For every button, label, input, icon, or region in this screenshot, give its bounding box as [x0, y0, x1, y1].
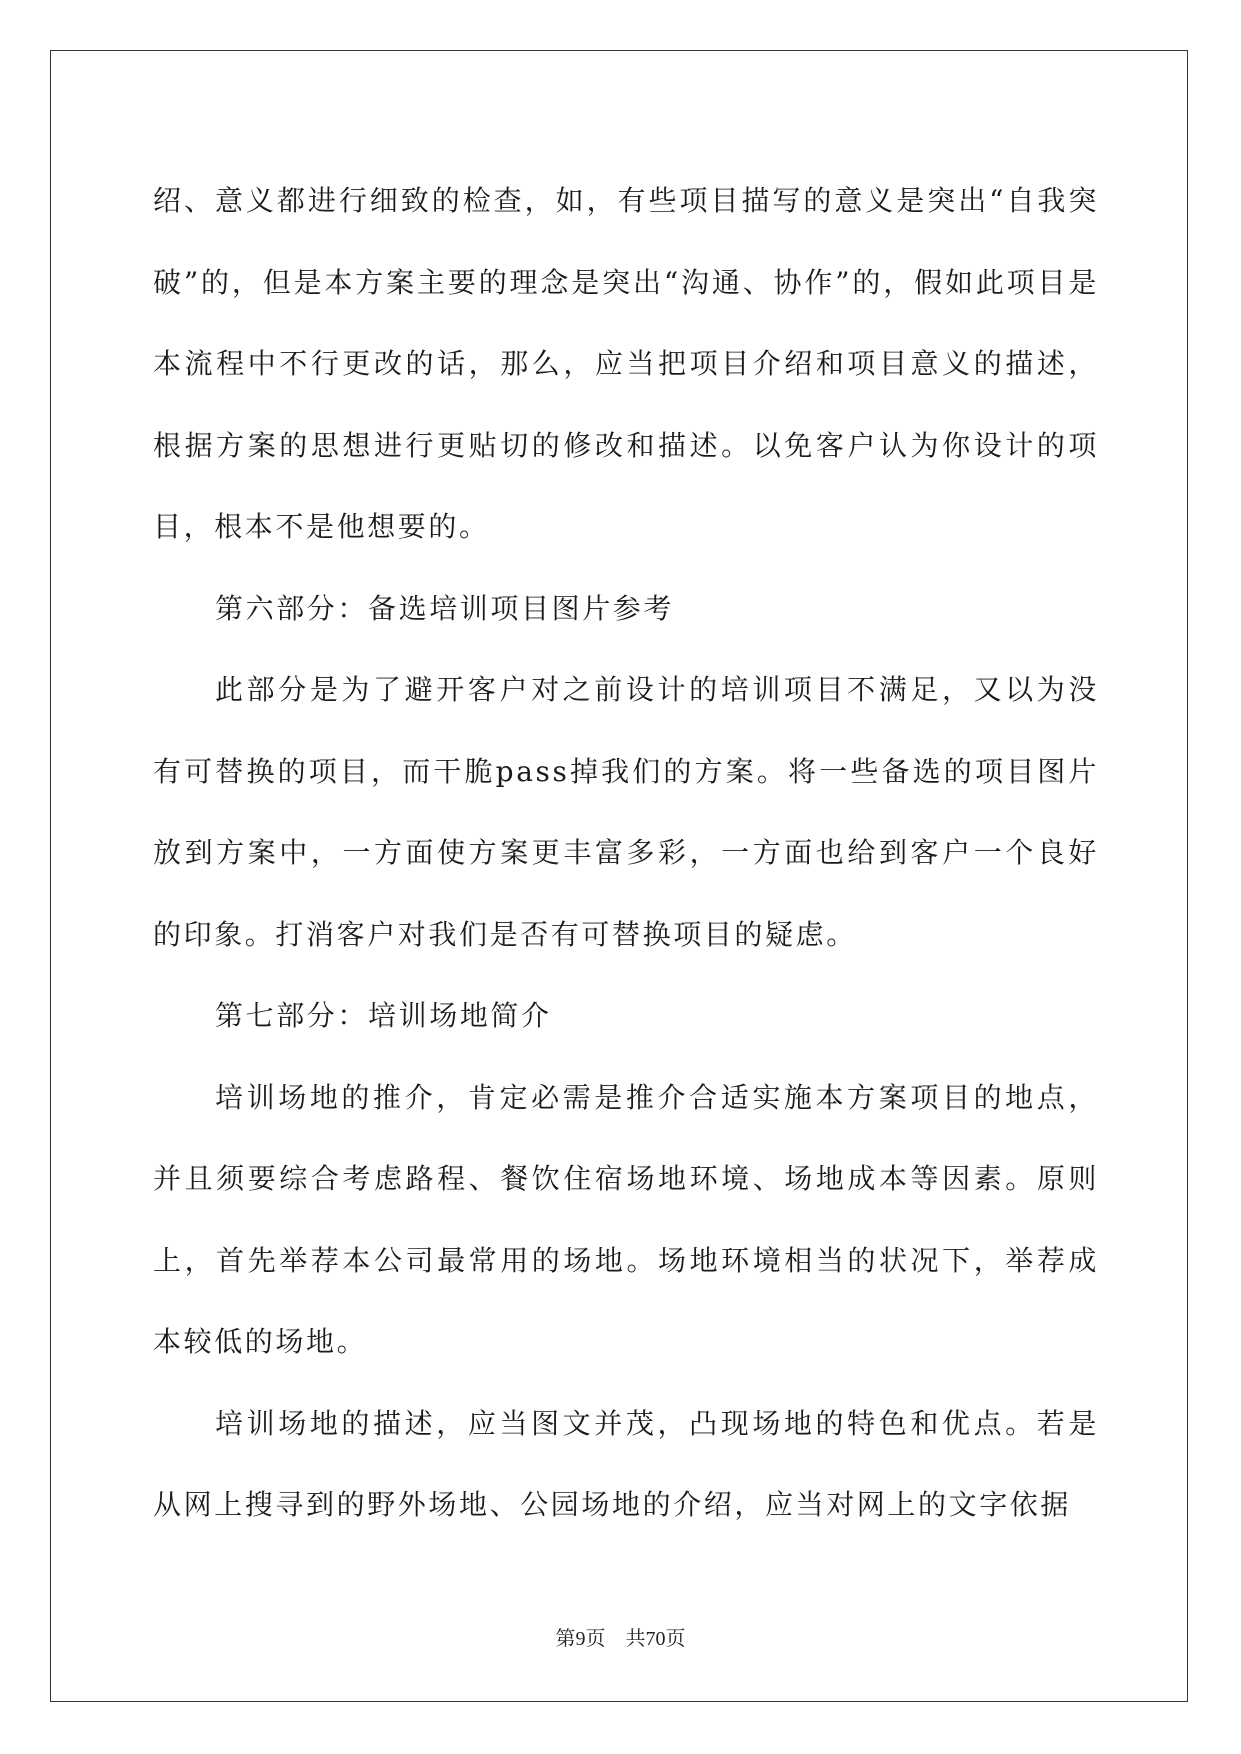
body-paragraph: 培训场地的推介，肯定必需是推介合适实施本方案项目的地点，并且须要综合考虑路程、餐饮住宿场地环境、场地成本等因素。原则上，首先举荐本公司最常用的场地。场地环境相当的状况下，举荐成本较低的场地。: [153, 1080, 1099, 1358]
body-paragraph: 绍、意义都进行细致的检查，如，有些项目描写的意义是突出“自我突破”的，但是本方案主要的理念是突出“沟通、协作”的，假如此项目是本流程中不行更改的话，那么，应当把项目介绍和项目意义的描述，根据方案的思想进行更贴切的修改和描述。以免客户认为你设计的项目，根本不是他想要的。: [153, 184, 1099, 543]
page-footer: 第9页 共70页: [555, 1628, 686, 1650]
section-heading-6: 第六部分：备选培训项目图片参考: [215, 591, 675, 625]
section-heading-7: 第七部分：培训场地简介: [215, 999, 552, 1032]
body-paragraph: 培训场地的描述，应当图文并茂，凸现场地的特色和优点。若是从网上搜寻到的野外场地、公园场地的介绍，应当对网上的文字依据: [153, 1406, 1099, 1521]
document-body: [153, 160, 1099, 1546]
body-paragraph: 此部分是为了避开客户对之前设计的培训项目不满足，又以为没有可替换的项目，而干脆pass掉我们的方案。将一些备选的项目图片放到方案中，一方面使方案更丰富多彩，一方面也给到客户一个良好的印象。打消客户对我们是否有可替换项目的疑虑。: [153, 673, 1099, 951]
